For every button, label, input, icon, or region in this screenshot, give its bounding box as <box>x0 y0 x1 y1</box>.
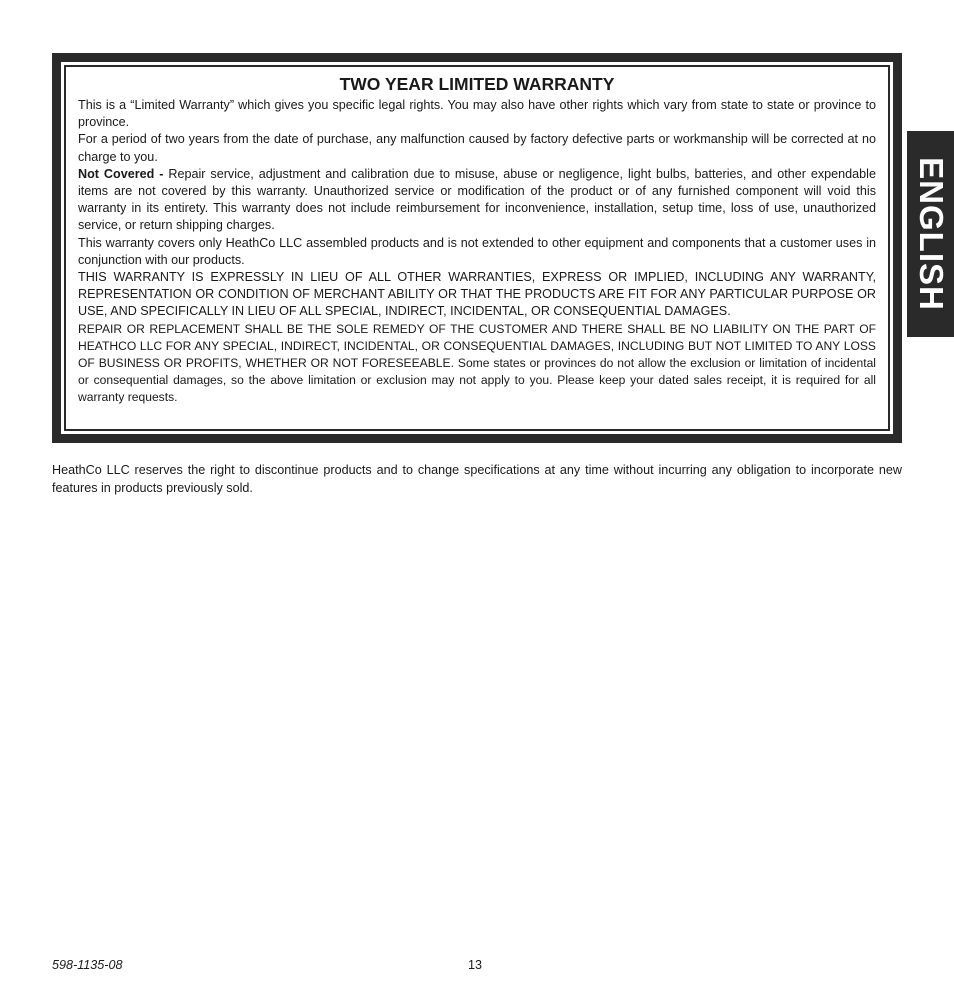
warranty-paragraph-lieu: THIS WARRANTY IS EXPRESSLY IN LIEU OF ALL OTHER WARRANTIES, EXPRESS OR IMPLIED, INCLUDING ANY WARRANTY, REPRESENTATION OR CONDITION OF MERCHANT ABILITY OR THAT THE PRODUCTS ARE FIT FOR ANY PARTICULAR PURPOSE OR USE, AND SPECIFICALLY IN LIEU OF ALL SPECIAL, INDIRECT, INCIDENTAL, OR CONSEQUENTIAL DAMAGES. <box>78 270 876 319</box>
product-change-notice: HeathCo LLC reserves the right to discontinue products and to change specifications at any time without incurring any obligation to incorporate new features in products previously sold. <box>52 463 902 495</box>
page-number: 13 <box>468 958 483 972</box>
not-covered-text: Repair service, adjustment and calibration due to misuse, abuse or negligence, light bulbs, batteries, and other expendable items are not covered by this warranty. Unauthorized service or modification of the product or of any furnished component will void this warranty in its entirety. This warranty does not include reimbursement for inconvenience, installation, setup time, loss of use, unauthorized service, or return shipping charges. <box>78 166 876 233</box>
warranty-inner-border <box>64 65 890 431</box>
warranty-paragraph-coverage: This warranty covers only HeathCo LLC assembled products and is not extended to other equipment and components that a customer uses in conjunction with our products. <box>78 235 876 267</box>
warranty-paragraph-remedy: REPAIR OR REPLACEMENT SHALL BE THE SOLE REMEDY OF THE CUSTOMER AND THERE SHALL BE NO LIABILITY ON THE PART OF HEATHCO LLC FOR ANY SPECIAL, INDIRECT, INCIDENTAL, OR CONSEQUENTIAL DAMAGES, INCLUDING BUT NOT LIMITED TO ANY LOSS OF BUSINESS OR PROFITS, WHETHER OR NOT FORESEEABLE. Some states or provinces do not allow the exclusion or limitation of incidental or consequential damages, so the above limitation or exclusion may not apply to you. Please keep your dated sales receipt, it is required for all warranty requests. <box>78 321 876 405</box>
warranty-paragraph-rights: This is a “Limited Warranty” which gives you specific legal rights. You may also have other rights which vary from state to state or province to province. <box>78 98 876 130</box>
language-tab <box>907 131 954 337</box>
language-tab-label: ENGLISH <box>912 157 950 311</box>
not-covered-label: Not Covered - <box>78 166 164 181</box>
document-number: 598-1135-08 <box>52 958 123 972</box>
warranty-title: TWO YEAR LIMITED WARRANTY <box>339 74 615 94</box>
warranty-box <box>52 53 902 443</box>
warranty-paragraph-not-covered <box>78 166 876 235</box>
warranty-paragraph-period: For a period of two years from the date of purchase, any malfunction caused by factory defective parts or workmanship will be corrected at no charge to you. <box>78 132 876 164</box>
